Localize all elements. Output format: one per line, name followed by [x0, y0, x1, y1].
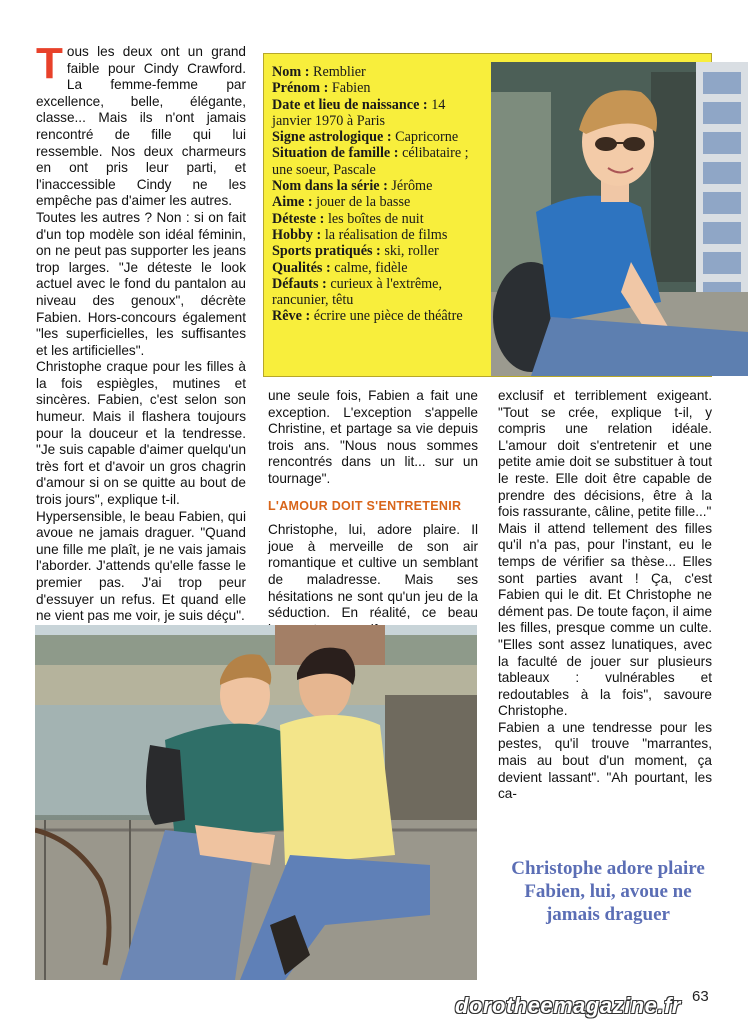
profile-infobox-text [272, 64, 477, 325]
article-column-3 [498, 388, 712, 803]
article-column-2 [268, 388, 478, 638]
site-watermark: dorotheemagazine.fr [455, 993, 681, 1018]
article-paragraph: Christophe, lui, adore plaire. Il joue à merveille de son air romantique et cultive un semblant de maladresse. Mais ses hésitations ne sont qu'un jeu de la séduction. En réalité, ce beau [268, 522, 478, 621]
duo-harbour-illustration [35, 625, 477, 980]
article-paragraph: Fabien a une tendresse pour les pestes, qu'il trouve "marrantes, mais au bout d'un moment, ça devient lassant". "Ah pourtant, les ca- [498, 719, 712, 802]
fabien-portrait-photo [491, 62, 748, 376]
profile-row-aime: Aime : jouer de la basse [272, 194, 411, 211]
profile-row-sports: Sports pratiqués : ski, roller [272, 243, 439, 260]
section-subheading: L'AMOUR DOIT S'ENTRETENIR [268, 498, 462, 513]
page-number: 63 [692, 988, 709, 1005]
article-paragraph: Hypersensible, le beau Fabien, qui avoue ne jamais draguer. "Quand une fille me plaît, je ne vais jamais l'aborder. J'attends qu'elle fasse le premier pas. J'ai trop peur d'essuyer un refus. Et quand elle ne vient pas me voir, je suis déçu". [36, 508, 246, 624]
profile-row-naissance: Date et lieu de naissance : 14 janvier 1970 à Paris [272, 96, 446, 129]
drop-cap: T [36, 39, 63, 88]
article-paragraph: Mais il attend tellement des filles qu'il n'a pas, pour l'instant, eu le temps de vérifier sa thèse... Elles sont parties avant ! Ça, c'est Fabien qui le dit. Et Christophe ne dément pas. De toute façon, il aime les filles, presque comme un culte. "Elles sont assez lunatiques, avec la faculté de jouer sur plusieurs tableaux : vulnérables et redoutables à la fois", savoure Christophe. [498, 520, 712, 719]
article-paragraph [36, 39, 246, 210]
article-paragraph: Toutes les autres ? Non : si on fait d'un top modèle son idéal féminin, on ne peut pas supporter les jeans trop larges. "Je déteste le look actuel avec le fond du pantalon au niveau des genoux", décrète Fabien. Hors-concours également "les superficielles, les suffisantes et les artificielles". [36, 209, 246, 358]
duo-harbour-photo [35, 625, 477, 980]
profile-row-hobby: Hobby : la réalisation de films [272, 226, 448, 243]
profile-row-reve: Rêve : écrire une pièce de théâtre [272, 308, 463, 325]
profile-row-famille: Situation de famille : célibataire ; une soeur, Pascale [272, 145, 469, 178]
profile-row-qualites: Qualités : calme, fidèle [272, 259, 408, 276]
profile-row-serie: Nom dans la série : Jérôme [272, 178, 433, 195]
article-column-1 [36, 39, 246, 625]
profile-row-deteste: Déteste : les boîtes de nuit [272, 210, 424, 227]
profile-row-nom: Nom : Remblier [272, 64, 366, 80]
article-paragraph: une seule fois, Fabien a fait une exception. L'exception s'appelle Christine, et partage sa vie depuis trois ans. "Nous nous sommes rencontrés dans un lit... sur un tournage". [268, 388, 478, 486]
article-paragraph: exclusif et terriblement exigeant. "Tout se crée, explique t-il, y compris une relation idéale. L'amour doit s'entretenir et une petite amie doit se substituer à tout le reste. Elle doit être capable de prendre des décisions, être à la fois rassurante, câline, petite fille..." [498, 388, 712, 520]
pull-quote: Christophe adore plaire Fabien, lui, avoue ne jamais draguer [511, 858, 705, 925]
profile-row-prenom: Prénom : Fabien [272, 80, 371, 97]
article-paragraph: Christophe craque pour les filles à la fois espiègles, mutines et sincères. Fabien, c'est selon son humeur. Mais il flashera toujours pour la douceur et la tendresse. "Je suis capable d'aimer quelqu'un très fort et d'avoir un gros chagrin d'amour si on se quitte au bout de trois jours", explique t-il. [36, 359, 246, 508]
profile-row-signe: Signe astrologique : Capricorne [272, 129, 459, 146]
profile-row-defauts: Défauts : curieux à l'extrême, rancunier, têtu [272, 275, 442, 309]
fabien-portrait-illustration [491, 62, 748, 376]
article-opening-text: ous les deux ont un grand faible pour Cindy Crawford. La femme-femme par excellence, belle, élégante, classe... Mais ils n'ont jamais rencontré de fille qui lui ressemble. Nos deux charmeurs en ont pris leur parti, et l'inaccessible Cindy ne les empêche pas d'aimer les autres. [36, 44, 246, 209]
